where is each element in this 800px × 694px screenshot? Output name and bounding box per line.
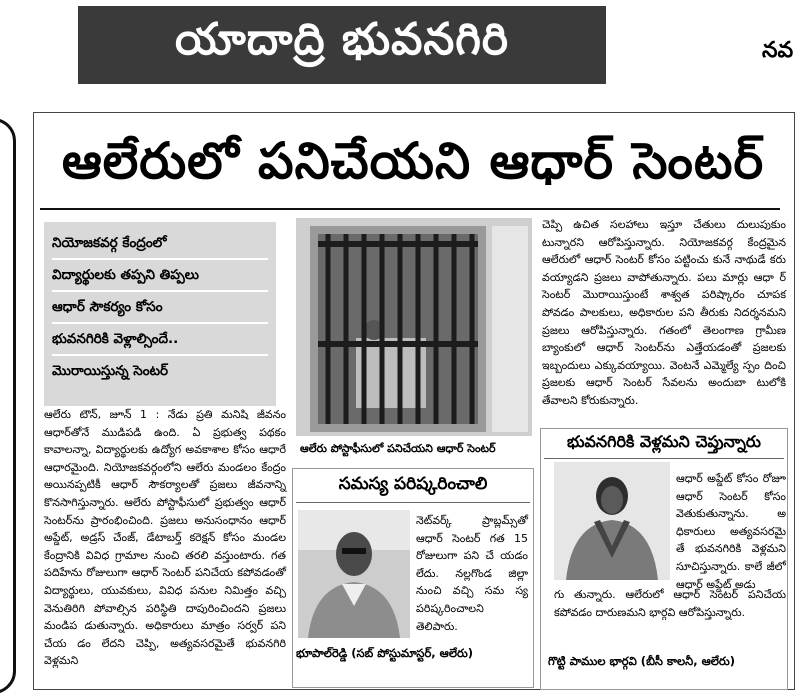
highlight-item: నియోజకవర్గ కేంద్రంలో	[52, 228, 268, 260]
page-edge-bracket	[0, 118, 16, 694]
window-bars-illustration	[296, 218, 532, 436]
next-page-header-fragment: నవ	[762, 38, 794, 63]
highlight-item: ఆధార్‌ సౌకర్యం కోసం	[52, 292, 268, 324]
quote-box-divider	[296, 502, 530, 503]
highlight-item: మొరాయిస్తున్న సెంటర్‌	[52, 363, 169, 379]
quote-box-caption: గొట్టి పాముల భార్గవి (బీసీ కాలనీ, ఆలేరు)	[548, 654, 735, 668]
district-title: యాదాద్రి భువనగిరి	[175, 14, 509, 65]
woman-portrait-illustration	[554, 462, 670, 580]
photo-caption: ఆలేరు పోస్టాఫీసులో పనిచేయని ఆధార్‌ సెంటర్‌	[300, 442, 496, 455]
quote-box-divider	[544, 458, 784, 459]
district-header	[78, 6, 606, 84]
postmaster-portrait	[298, 510, 410, 638]
quote-box-title: సమస్య పరిష్కరించాలి	[338, 474, 488, 494]
article-body-left: ఆలేరు టౌన్‌, జూన్‌ 1 : నేడు ప్రతి మనిషి జీవనం ఆధార్‌తోనే ముడిపడి ఉంది. ఏ ప్రభుత్వ పథకం కావాలన్నా, విద్యార్థులకు ఉద్యోగ అవకాశాల కోసం ఆధారే ఆధారమైంది. నియోజకవర్గంలోని ఆలేరు మండలం కేంద్రం అయినప్పటికీ ఆధార్‌ సౌకర్యాలతో ప్రజలు జీవనాన్ని కొనసాగిస్తున్నారు. ఆలేరు పోస్టాఫీసులో ప్రభుత్వం ఆధార్‌ సెంటర్‌ను ప్రారంభించింది. ప్రజలు అనుసంధానం ఆధార్‌ అప్డేట్‌, అడ్రస్‌ చేంజ్‌, డేటాబర్త్‌ కరెక్షన్‌ కోసం మండల కేంద్రానికి వివిధ గ్రామాల నుంచి తరలి వస్తుంటారు. గత పదిహేను రోజులుగా ఆధార్‌ సెంటర్‌ పనిచేయ కపోవడంతో విద్యార్థులు, యువకులు, వివిధ పనుల నిమిత్తం వచ్చి వెనుతిరిగి పోవాల్సిన పరిస్థితి దాపురించిందని ప్రజలు మండిప డుతున్నారు. అధికారులు మాత్రం సర్వర్‌ పని చేయ డం లేదని చెప్పి, అత్యవసరమైతే భువనగిరి వెళ్లమని	[44, 408, 286, 668]
highlight-item: విద్యార్థులకు తప్పని తిప్పలు	[52, 260, 268, 292]
quote-box-title: భువనగిరికి వెళ్లమని చెప్తున్నారు	[567, 432, 761, 451]
highlight-item: భువనగిరికి వెళ్లాల్సిందే..	[52, 324, 268, 356]
headline-divider	[40, 208, 780, 210]
post-office-window-photo	[296, 218, 532, 436]
quote-box-caption: భూపాల్‌రెడ్డి (సబ్‌ పోస్టుమాస్టర్‌, ఆలేరు)	[296, 646, 474, 660]
quote-box-text-continued: గు తున్నారు. ఆలేరులో ఆధార్‌ సెంటర్‌ పనిచేయ కపోవడం దారుణమని భార్గవి ఆరోపిస్తున్నారు.	[554, 588, 786, 619]
article-headline: ఆలేరులో పనిచేయని ఆధార్‌ సెంటర్‌	[61, 131, 765, 190]
quote-box-text: ఆధార్‌ అప్డేట్‌ కోసం రోజూ ఆధార్‌ సెంటర్‌ కోసం వెతుకుతున్నాను. అ ధికారులు అత్యవసరమై తే భువనగిరికి వెళ్లమని సూచిస్తున్నారు. కాలే జీలో ఆధార్‌ అప్డేట్‌ అడు	[676, 472, 786, 591]
highlights-box	[44, 222, 276, 406]
quote-box-text: నెట్‌వర్క్‌ ప్రాబ్లమ్స్‌తో ఆధార్‌ సెంటర్‌ గత 15 రోజులుగా పని చే యడం లేదు. నల్లగొండ జిల్లా నుంచి వచ్చి సమ స్య పరిష్కరించాలని తెలిపారు.	[416, 514, 528, 633]
man-portrait-illustration	[298, 510, 410, 638]
student-portrait	[554, 462, 670, 580]
article-body-right: చెప్పి ఉచిత సలహాలు ఇస్తూ చేతులు దులుపుకుం టున్నారని ఆరోపిస్తున్నారు. నియోజకవర్గ కేంద్రమైన ఆలేరులో ఆధార్‌ సెంటర్‌ కోసం పట్టించు కునే నాథుడే కరు వయ్యాడని ప్రజలు వాపోతున్నారు. పలు మార్లు ఆధా ర్‌ సెంటర్‌ మొరాయిస్తుంటే శాశ్వత పరిష్కారం చూపక పోవడం పాలకులు, అధికారుల పని తీరుకు నిదర్శనమని ప్రజలు ఆరోపిస్తున్నారు. గతంలో తెలంగాణ గ్రామీణ బ్యాంకులో ఆధార్‌ సెంటర్‌ను ఎత్తేయడంతో ప్రజలకు ఇబ్బందులు ఎక్కువయ్యాయి. వెంటనే ఎమ్మెల్యే స్పం దించి ప్రజలకు ఆధార్‌ సెంటర్‌ సేవలను అందుబా టులోకి తేవాలని కోరుకున్నారు.	[542, 218, 786, 407]
